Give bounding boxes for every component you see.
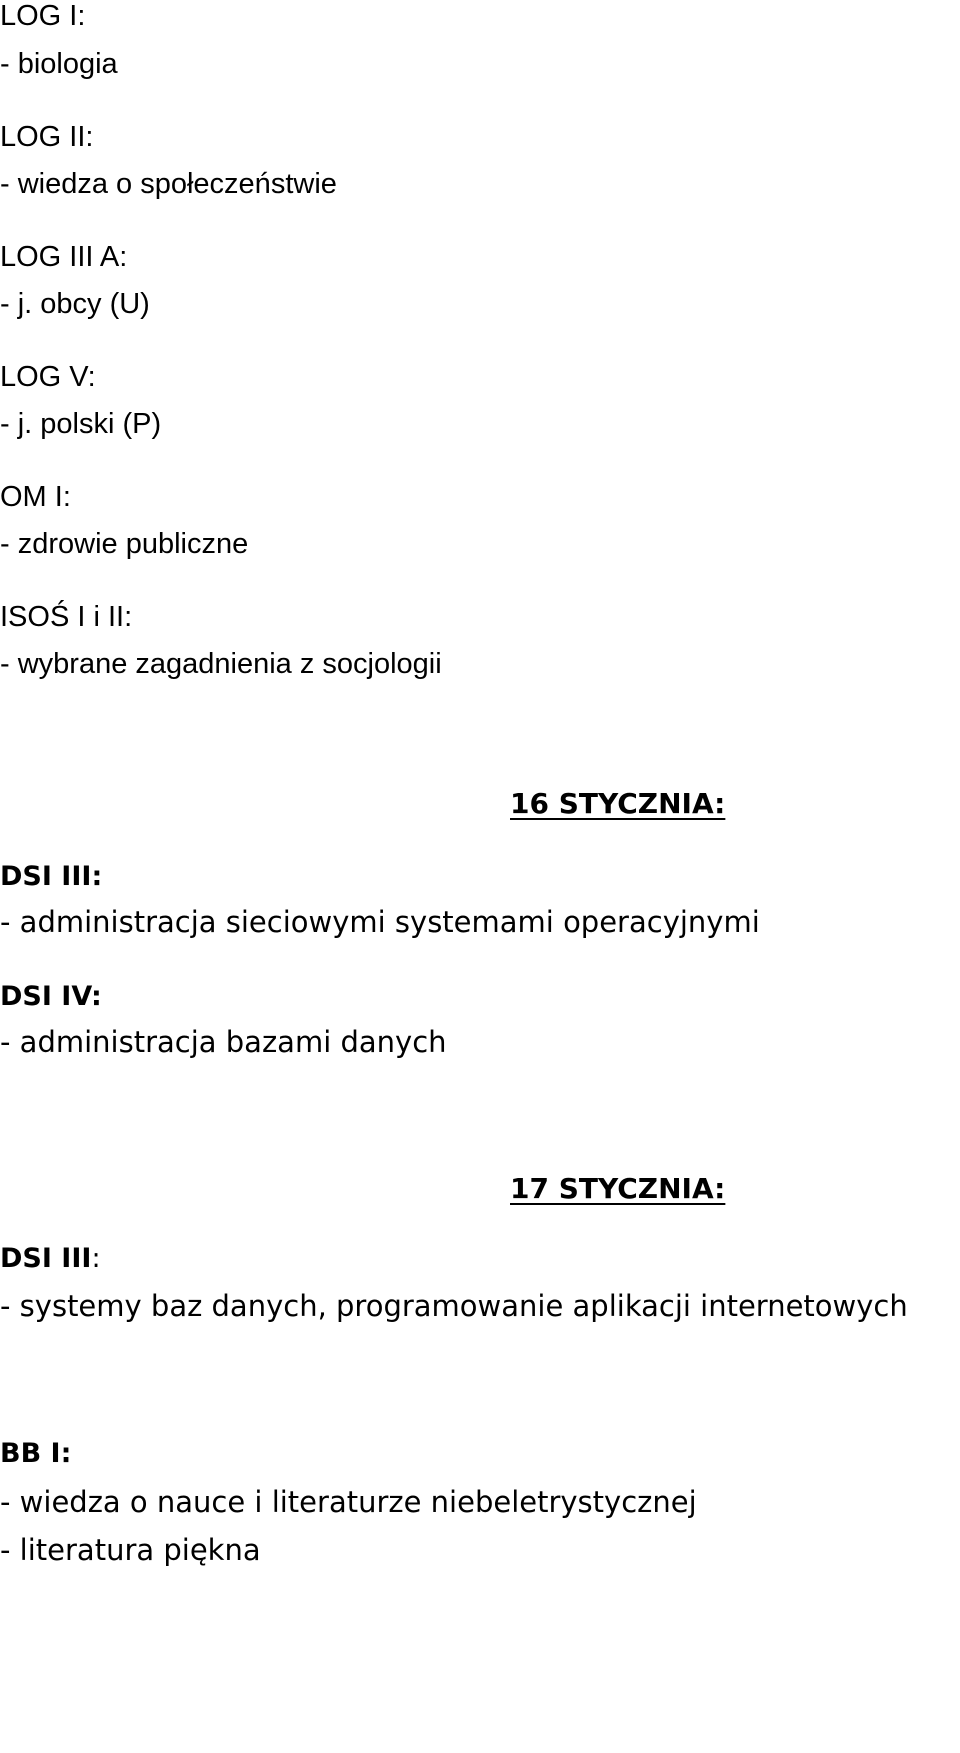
section-label-dsi-iii-17: [0, 1245, 101, 1272]
section-label-log-ii: LOG II:: [0, 121, 94, 153]
section-item: - biologia: [0, 48, 118, 80]
section-item: - wybrane zagadnienia z socjologii: [0, 648, 442, 680]
section-item: - administracja sieciowymi systemami operacyjnymi: [0, 905, 760, 939]
section-label-main: DSI III: [0, 1243, 92, 1274]
section-label-log-i: LOG I:: [0, 0, 86, 32]
section-item: - j. polski (P): [0, 408, 162, 440]
date-heading-16: 16 STYCZNIA:: [510, 787, 726, 820]
section-label-colon: :: [91, 1243, 101, 1274]
section-item: - j. obcy (U): [0, 288, 150, 320]
section-label-isos: ISOŚ I i II:: [0, 601, 133, 633]
section-item: - zdrowie publiczne: [0, 528, 249, 560]
section-item: - wiedza o nauce i literaturze niebeletrystycznej: [0, 1485, 697, 1519]
section-label-dsi-iii: DSI III:: [0, 861, 103, 892]
section-label-om-i: OM I:: [0, 481, 71, 513]
section-item: - literatura piękna: [0, 1533, 261, 1567]
section-label-dsi-iv: DSI IV:: [0, 981, 102, 1012]
section-item: - wiedza o społeczeństwie: [0, 168, 337, 200]
section-item: - administracja bazami danych: [0, 1025, 447, 1059]
section-label-log-iii-a: LOG III A:: [0, 241, 128, 273]
section-item: - systemy baz danych, programowanie aplikacji internetowych: [0, 1289, 908, 1323]
date-heading-17: 17 STYCZNIA:: [510, 1172, 726, 1205]
section-label-bb-i: BB I:: [0, 1438, 72, 1469]
section-label-log-v: LOG V:: [0, 361, 96, 393]
